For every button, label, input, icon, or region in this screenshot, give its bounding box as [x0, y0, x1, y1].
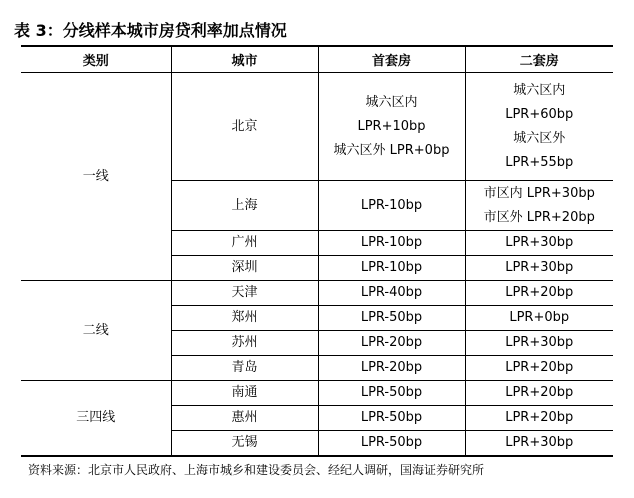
cell-line: 城六区外 LPR+0bp — [333, 142, 450, 158]
cell-line: 城六区外 — [513, 130, 566, 146]
group-tier2: 二线 — [21, 281, 171, 381]
second-home-cell: LPR+20bp — [465, 381, 613, 406]
city-cell: 北京 — [171, 73, 318, 181]
group-tier1: 一线 — [21, 73, 171, 281]
city-cell: 苏州 — [171, 331, 318, 356]
first-home-cell: LPR-50bp — [318, 306, 465, 331]
second-home-cell: LPR+30bp — [465, 331, 613, 356]
table-row — [21, 381, 613, 406]
header-city: 城市 — [171, 46, 318, 73]
header-second-home: 二套房 — [465, 46, 613, 73]
city-cell: 惠州 — [171, 406, 318, 431]
city-cell: 无锡 — [171, 431, 318, 457]
cell-line: LPR+60bp — [505, 106, 574, 122]
second-home-cell: LPR+30bp — [465, 231, 613, 256]
group-tier3-4: 三四线 — [21, 381, 171, 457]
rate-table — [21, 45, 613, 457]
second-home-cell — [465, 181, 613, 231]
cell-line: 市区外 LPR+20bp — [483, 209, 595, 225]
first-home-cell: LPR-10bp — [318, 181, 465, 231]
table-row — [21, 73, 613, 181]
second-home-cell: LPR+0bp — [465, 306, 613, 331]
second-home-cell: LPR+20bp — [465, 356, 613, 381]
table-header-row — [21, 46, 613, 73]
first-home-cell — [318, 73, 465, 181]
cell-line: LPR+10bp — [357, 118, 426, 134]
city-cell: 深圳 — [171, 256, 318, 281]
city-cell: 广州 — [171, 231, 318, 256]
second-home-cell: LPR+20bp — [465, 281, 613, 306]
city-cell: 青岛 — [171, 356, 318, 381]
first-home-cell: LPR-10bp — [318, 256, 465, 281]
cell-line: LPR+55bp — [505, 154, 574, 170]
first-home-cell: LPR-10bp — [318, 231, 465, 256]
table-title: 表 3：分线样本城市房贷利率加点情况 — [14, 21, 287, 40]
cell-line: 城六区内 — [365, 94, 418, 110]
second-home-cell: LPR+20bp — [465, 406, 613, 431]
source-note: 资料来源：北京市人民政府、上海市城乡和建设委员会、经纪人调研，国海证券研究所 — [28, 463, 485, 477]
second-home-cell — [465, 73, 613, 181]
first-home-cell: LPR-50bp — [318, 381, 465, 406]
first-home-cell: LPR-20bp — [318, 331, 465, 356]
city-cell: 南通 — [171, 381, 318, 406]
second-home-cell: LPR+30bp — [465, 256, 613, 281]
cell-line: 市区内 LPR+30bp — [483, 185, 595, 201]
city-cell: 郑州 — [171, 306, 318, 331]
header-category: 类别 — [21, 46, 171, 73]
city-cell: 上海 — [171, 181, 318, 231]
first-home-cell: LPR-20bp — [318, 356, 465, 381]
header-first-home: 首套房 — [318, 46, 465, 73]
table-row — [21, 281, 613, 306]
first-home-cell: LPR-50bp — [318, 431, 465, 457]
first-home-cell: LPR-50bp — [318, 406, 465, 431]
second-home-cell: LPR+30bp — [465, 431, 613, 457]
city-cell: 天津 — [171, 281, 318, 306]
first-home-cell: LPR-40bp — [318, 281, 465, 306]
cell-line: 城六区内 — [513, 82, 566, 98]
